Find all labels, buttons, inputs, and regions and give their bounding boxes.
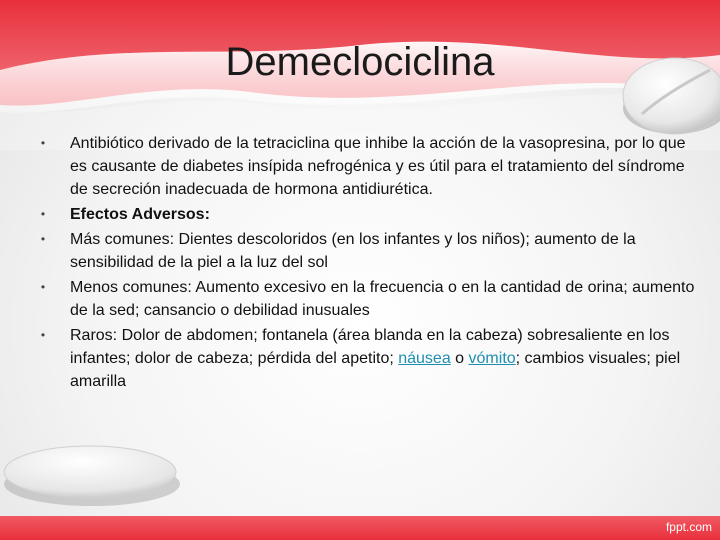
fppt-watermark: fppt.com (665, 520, 712, 534)
bullet-item (38, 132, 698, 201)
bullet-dot: • (40, 232, 46, 246)
bullet-text: Más comunes: Dientes descoloridos (en los infantes y los niños); aumento de la sensibilidad de la piel a la luz del sol (70, 231, 636, 271)
slide-title: Demeclociclina (225, 40, 495, 84)
bullet-text: Menos comunes: Aumento excesivo en la frecuencia o en la cantidad de orina; aumento de la sed; cansancio o debilidad inusuales (70, 279, 695, 319)
bullet-item (38, 203, 698, 226)
bullet-item (38, 276, 698, 322)
bullet-text: Antibiótico derivado de la tetraciclina que inhibe la acción de la vasopresina, por lo que es causante de diabetes insípida nefrogénica y es útil para el tratamiento del síndrome de secreción inadecuada de hormona antidiurética. (70, 135, 686, 198)
bullet-item (38, 228, 698, 274)
bullet-text (70, 327, 680, 390)
vomito-link[interactable]: vómito (468, 350, 516, 367)
bullet-text-part: ; cambios visuales; piel amarilla (70, 350, 681, 390)
bullet-dot: • (40, 328, 46, 342)
bullet-item (38, 324, 698, 393)
bullet-list (38, 132, 698, 395)
bullet-dot: • (40, 207, 46, 221)
bullet-text-adverse-effects-heading: Efectos Adversos: (70, 206, 210, 223)
pill-capsule-icon (0, 432, 180, 512)
footer-band (0, 516, 720, 540)
bullet-text-part: Raros: Dolor de abdomen; fontanela (área blanda en la cabeza) sobresaliente en los infantes; dolor de cabeza; pérdida del apetito; (70, 327, 670, 367)
bullet-text-part: o (450, 350, 469, 367)
bullet-dot: • (40, 280, 46, 294)
bullet-dot: • (40, 136, 46, 150)
pill-tablet-icon (620, 48, 720, 138)
nausea-link[interactable]: náusea (398, 350, 451, 367)
